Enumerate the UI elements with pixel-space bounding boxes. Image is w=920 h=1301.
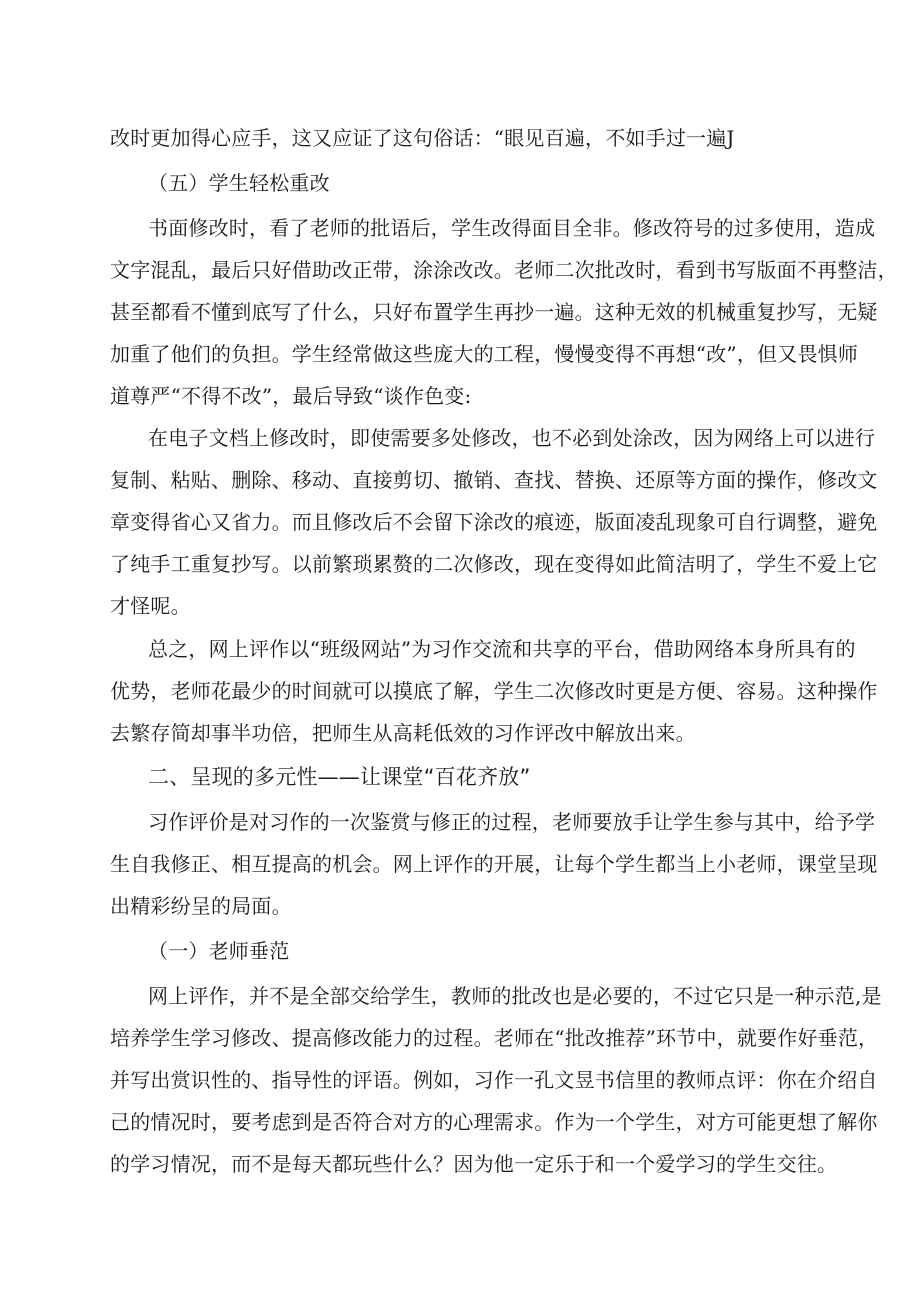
paragraph-line: 才怪呢。 xyxy=(110,594,191,618)
paragraph-line: 并写出赏识性的、指导性的评语。例如，习作一孔文昱书信里的教师点评：你在介绍自 xyxy=(110,1068,878,1092)
paragraph-line: 出精彩纷呈的局面。 xyxy=(110,894,292,918)
paragraph-line: 网上评作，并不是全部交给学生，教师的批改也是必要的，不过它只是一种示范,是 xyxy=(148,984,882,1008)
paragraph-line: 培养学生学习修改、提高修改能力的过程。老师在“批改推荐”环节中，就要作好垂范， xyxy=(110,1026,879,1050)
paragraph-line: 章变得省心又省力。而且修改后不会留下涂改的痕迹，版面凌乱现象可自行调整，避免 xyxy=(110,510,878,534)
paragraph-line: 甚至都看不懂到底写了什么，只好布置学生再抄一遍。这种无效的机械重复抄写，无疑 xyxy=(110,300,878,324)
paragraph-line: 了纯手工重复抄写。以前繁琐累赘的二次修改，现在变得如此简洁明了，学生不爱上它 xyxy=(110,552,878,576)
paragraph-line: 己的情况时，要考虑到是否符合对方的心理需求。作为一个学生，对方可能更想了解你 xyxy=(110,1110,878,1134)
paragraph-line: 文字混乱，最后只好借助改正带，涂涂改改。老师二次批改时，看到书写版面不再整洁， xyxy=(110,258,898,282)
paragraph-line: 改时更加得心应手，这又应证了这句俗话：“眼见百遍，不如手过一遍J xyxy=(110,126,735,150)
section-heading-two: 二、呈现的多元性——让课堂“百花齐放” xyxy=(148,765,531,789)
sub-heading-one: （一）老师垂范 xyxy=(148,939,290,963)
paragraph-line: 总之，网上评作以“班级网站”为习作交流和共享的平台，借助网络本身所具有的 xyxy=(148,637,856,661)
paragraph-line: 优势，老师花最少的时间就可以摸底了解，学生二次修改时更是方便、容易。这种操作 xyxy=(110,679,878,703)
paragraph-line: 复制、粘贴、删除、移动、直接剪切、撤销、查找、替换、还原等方面的操作，修改文 xyxy=(110,468,878,492)
paragraph-line: 生自我修正、相互提高的机会。网上评作的开展，让每个学生都当上小老师，课堂呈现 xyxy=(110,852,878,876)
paragraph-line: 习作评价是对习作的一次鉴赏与修正的过程，老师要放手让学生参与其中，给予学 xyxy=(148,810,876,834)
paragraph-line: 去繁存简却事半功倍，把师生从高耗低效的习作评改中解放出来。 xyxy=(110,721,696,745)
paragraph-line: 在电子文档上修改时，即使需要多处修改，也不必到处涂改，因为网络上可以进行 xyxy=(148,426,876,450)
paragraph-line: 加重了他们的负担。学生经常做这些庞大的工程，慢慢变得不再想“改”，但又畏惧师 xyxy=(110,342,859,366)
paragraph-line: 书面修改时，看了老师的批语后，学生改得面目全非。修改符号的过多使用，造成 xyxy=(148,216,876,240)
paragraph-line: 道尊严“不得不改”，最后导致“谈作色变: xyxy=(110,384,472,408)
sub-heading-five: （五）学生轻松重改 xyxy=(148,171,330,195)
paragraph-line: 的学习情况，而不是每天都玩些什么？因为他一定乐于和一个爱学习的学生交往。 xyxy=(110,1152,838,1176)
